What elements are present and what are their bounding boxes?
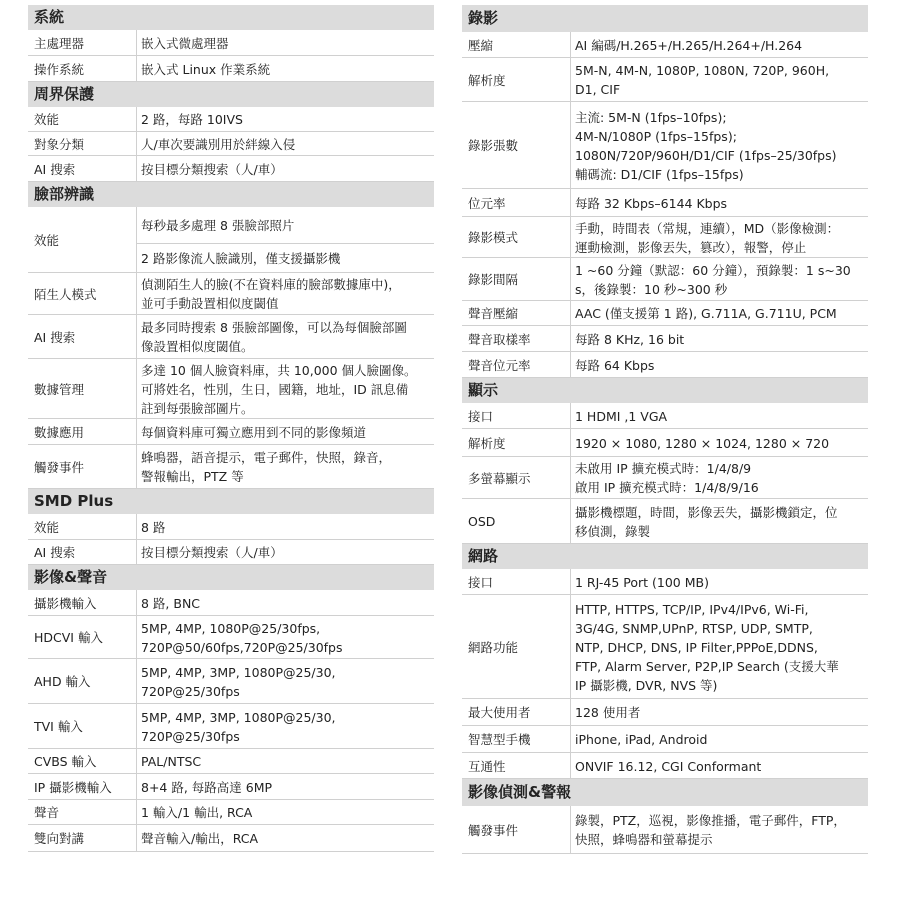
- spec-value: 5MP, 4MP, 3MP, 1080P@25/30, 720P@25/30fps: [141, 709, 336, 744]
- spec-row: [28, 704, 434, 749]
- spec-value: 每路 32 Kbps–6144 Kbps: [575, 195, 728, 211]
- section-title: 影像&聲音: [28, 565, 434, 590]
- spec-value: 5MP, 4MP, 1080P@25/30fps, 720P@50/60fps,720P@25/30fps: [141, 620, 343, 655]
- spec-value: 嵌入式微處理器: [141, 35, 229, 51]
- spec-label: 主處理器: [28, 30, 136, 55]
- spec-label: AI 搜索: [28, 315, 136, 358]
- spec-value: 每路 64 Kbps: [575, 357, 655, 373]
- spec-row: [462, 595, 868, 699]
- right-spec-column: [462, 5, 868, 854]
- spec-label: 數據管理: [28, 359, 136, 418]
- spec-label: 數據應用: [28, 419, 136, 444]
- spec-row: [462, 217, 868, 258]
- spec-label: 攝影機輸入: [28, 590, 136, 615]
- spec-label: 位元率: [462, 189, 570, 216]
- spec-row: [28, 800, 434, 825]
- spec-label: 效能: [28, 207, 136, 272]
- section-title: 影像偵測&警報: [462, 779, 868, 806]
- spec-label: 觸發事件: [462, 806, 570, 853]
- section-title: 網路: [462, 544, 868, 569]
- spec-label: 聲音壓縮: [462, 301, 570, 325]
- spec-value: 每個資料庫可獨立應用到不同的影像頻道: [141, 424, 367, 440]
- spec-value: AAC (僅支援第 1 路), G.711A, G.711U, PCM: [575, 306, 837, 321]
- spec-label: 錄影張數: [462, 102, 570, 188]
- spec-value: 8 路: [141, 519, 166, 535]
- spec-label: HDCVI 輸入: [28, 616, 136, 658]
- spec-row: [28, 156, 434, 182]
- spec-row: [462, 58, 868, 102]
- spec-label: 觸發事件: [28, 445, 136, 488]
- spec-label: 錄影間隔: [462, 258, 570, 300]
- spec-label: 接口: [462, 569, 570, 594]
- spec-label: 雙向對講: [28, 825, 136, 851]
- spec-value: 偵測陌生人的臉(不在資料庫的臉部數據庫中)， 並可手動設置相似度閾值: [141, 277, 401, 311]
- spec-row: [28, 749, 434, 774]
- spec-value: iPhone, iPad, Android: [575, 732, 708, 747]
- spec-value: 8+4 路, 每路高達 6MP: [141, 779, 273, 795]
- spec-label: 互通性: [462, 753, 570, 778]
- section-title: 錄影: [462, 5, 868, 32]
- spec-value: 蜂鳴器，語音提示，電子郵件，快照，錄音， 警報輸出，PTZ 等: [141, 450, 392, 484]
- spec-label: AHD 輸入: [28, 659, 136, 703]
- spec-value: 多達 10 個人臉資料庫，共 10,000 個人臉圖像。 可將姓名，性別，生日，國籍，地址，ID 訊息備 註到每張臉部圖片。: [141, 363, 417, 416]
- section-title: 周界保護: [28, 82, 434, 107]
- spec-value: 手動，時間表（常規，連續），MD（影像檢測： 運動檢測，影像丟失，篡改），報警，停止: [575, 221, 840, 255]
- spec-row: [462, 189, 868, 217]
- spec-row: [462, 32, 868, 58]
- spec-value: 5M-N, 4M-N, 1080P, 1080N, 720P, 960H, D1, CIF: [575, 63, 830, 97]
- spec-row: [28, 107, 434, 132]
- spec-label: 錄影模式: [462, 217, 570, 257]
- spec-label: 對象分類: [28, 132, 136, 155]
- spec-label: 解析度: [462, 429, 570, 456]
- section-title: 臉部辨識: [28, 182, 434, 207]
- spec-row: [462, 499, 868, 544]
- spec-row: [462, 301, 868, 326]
- spec-row: [28, 825, 434, 852]
- spec-row: [28, 616, 434, 659]
- spec-row: [28, 774, 434, 800]
- spec-value: PAL/NTSC: [141, 754, 202, 769]
- spec-row: [28, 445, 434, 489]
- spec-row: [28, 514, 434, 540]
- spec-row: [28, 659, 434, 704]
- spec-label: CVBS 輸入: [28, 749, 136, 773]
- section-title: SMD Plus: [28, 489, 434, 514]
- section-title: 顯示: [462, 378, 868, 403]
- spec-value: 按目標分類搜索（人/車）: [141, 161, 283, 177]
- left-spec-column: [28, 5, 434, 852]
- spec-label: 聲音位元率: [462, 352, 570, 377]
- spec-row: [462, 429, 868, 457]
- spec-label: 效能: [28, 514, 136, 539]
- section-title: 系統: [28, 5, 434, 30]
- spec-row: [462, 569, 868, 595]
- spec-label: 解析度: [462, 58, 570, 101]
- spec-row: [462, 753, 868, 779]
- spec-value: 128 使用者: [575, 705, 641, 720]
- spec-value: 5MP, 4MP, 3MP, 1080P@25/30, 720P@25/30fps: [141, 664, 336, 699]
- spec-label: 陌生人模式: [28, 273, 136, 314]
- spec-label: 網路功能: [462, 595, 570, 698]
- spec-row: [462, 326, 868, 352]
- spec-label: AI 搜索: [28, 540, 136, 564]
- spec-value: ONVIF 16.12, CGI Conformant: [575, 758, 762, 774]
- spec-row: [28, 540, 434, 565]
- spec-value: 1 ~60 分鐘（默認：60 分鐘），預錄製：1 s~30 s，後錄製：10 秒~300 秒: [575, 262, 851, 297]
- spec-value: 每路 8 KHz, 16 bit: [575, 331, 685, 347]
- spec-value: 主流: 5M-N (1fps–10fps); 4M-N/1080P (1fps–15fps); 1080N/720P/960H/D1/CIF (1fps–25/30fps) 輔碼流: D1/CIF (1fps–15fps): [575, 109, 837, 182]
- spec-value: 1 輸入/1 輸出, RCA: [141, 805, 253, 820]
- spec-row: [462, 806, 868, 854]
- spec-row: [462, 403, 868, 429]
- spec-label: 智慧型手機: [462, 726, 570, 752]
- spec-value: 1 RJ-45 Port (100 MB): [575, 574, 709, 590]
- spec-row: [28, 132, 434, 156]
- spec-row: [28, 359, 434, 419]
- spec-row: [462, 726, 868, 753]
- spec-row: [462, 457, 868, 499]
- spec-row: [28, 56, 434, 82]
- spec-value: 8 路, BNC: [141, 595, 201, 611]
- spec-value: 每秒最多處理 8 張臉部照片: [141, 217, 295, 233]
- spec-row: [28, 590, 434, 616]
- spec-value: 1 HDMI ,1 VGA: [575, 408, 668, 424]
- spec-value: 錄製，PTZ，巡視，影像推播，電子郵件，FTP， 快照，蜂鳴器和螢幕提示: [575, 813, 846, 847]
- spec-row: [462, 258, 868, 301]
- spec-value: 2 路影像流人臉識別，僅支援攝影機: [137, 243, 434, 273]
- spec-value: 攝影機標題，時間，影像丟失，攝影機鎖定，位 移偵測，錄製: [575, 504, 838, 539]
- spec-row: [28, 273, 434, 315]
- spec-value: 聲音輸入/輸出，RCA: [141, 831, 259, 846]
- spec-value: 未啟用 IP 擴充模式時：1/4/8/9 啟用 IP 擴充模式時：1/4/8/9/16: [575, 461, 759, 495]
- spec-label: OSD: [462, 499, 570, 543]
- spec-label: TVI 輸入: [28, 704, 136, 748]
- spec-label: 聲音: [28, 800, 136, 824]
- spec-row: [462, 352, 868, 378]
- spec-value: 最多同時搜索 8 張臉部圖像，可以為每個臉部圖 像設置相似度閾值。: [141, 320, 407, 354]
- spec-row: [462, 102, 868, 189]
- spec-value: 按目標分類搜索（人/車）: [141, 545, 283, 560]
- spec-label: AI 搜索: [28, 156, 136, 181]
- spec-value: 嵌入式 Linux 作業系統: [141, 61, 271, 77]
- spec-value: 人/車次要識別用於絆線入侵: [141, 136, 296, 152]
- spec-label: IP 攝影機輸入: [28, 774, 136, 799]
- spec-label: 效能: [28, 107, 136, 131]
- spec-row: [28, 30, 434, 56]
- spec-label: 接口: [462, 403, 570, 428]
- spec-label: 多螢幕顯示: [462, 457, 570, 498]
- spec-row: [28, 207, 434, 273]
- spec-value: AI 編碼/H.265+/H.265/H.264+/H.264: [575, 37, 803, 53]
- spec-label: 操作系統: [28, 56, 136, 81]
- spec-value: 2 路，每路 10IVS: [141, 112, 243, 127]
- spec-label: 最大使用者: [462, 699, 570, 725]
- spec-label: 聲音取樣率: [462, 326, 570, 351]
- spec-label: 壓縮: [462, 32, 570, 57]
- spec-row: [462, 699, 868, 726]
- spec-row: [28, 315, 434, 359]
- spec-value: HTTP, HTTPS, TCP/IP, IPv4/IPv6, Wi-Fi, 3G/4G, SNMP,UPnP, RTSP, UDP, SMTP, NTP, DHCP, DNS, IP Filter,PPPoE,DDNS, FTP, Alarm Server, P2P,IP Search (支援大華 IP 攝影機, DVR, NVS 等): [575, 601, 839, 693]
- spec-value: 1920 × 1080, 1280 × 1024, 1280 × 720: [575, 435, 830, 451]
- spec-row: [28, 419, 434, 445]
